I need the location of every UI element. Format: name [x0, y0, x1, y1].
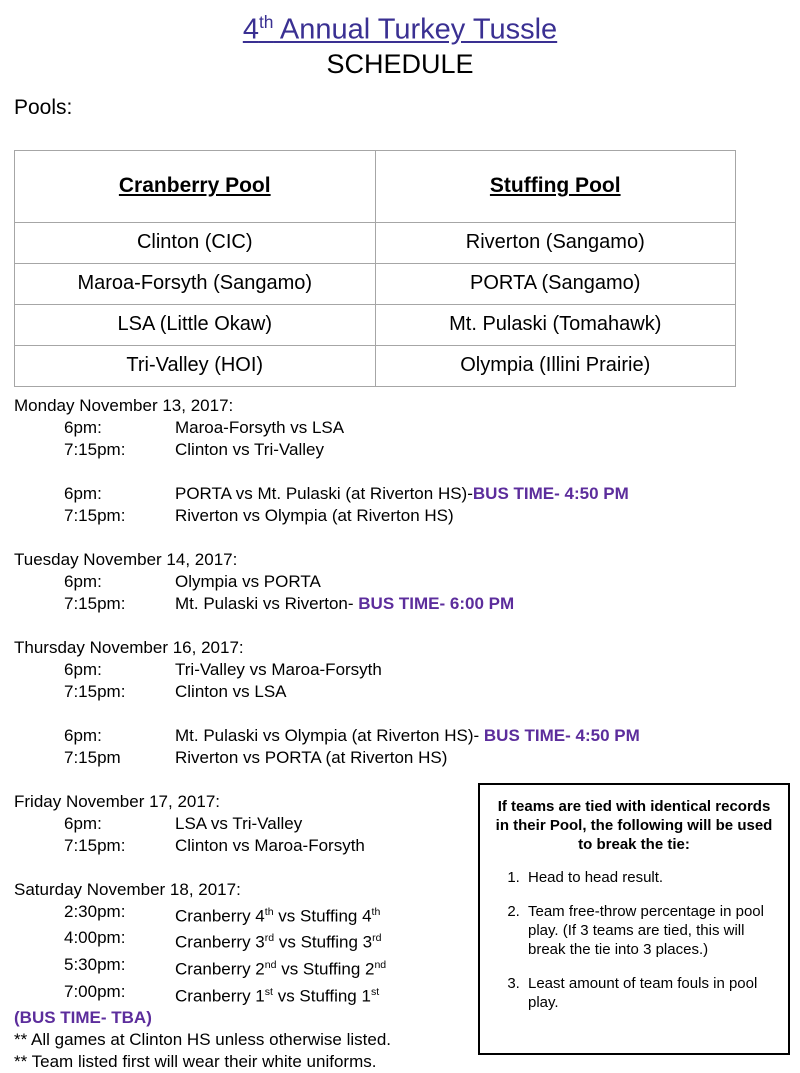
day-header: Friday November 17, 2017:	[14, 791, 220, 811]
game-time: 7:15pm:	[64, 505, 126, 525]
ordinal-suffix: nd	[264, 958, 277, 971]
document-subtitle: SCHEDULE	[326, 48, 474, 79]
game-row	[64, 954, 478, 981]
game-row	[64, 681, 800, 703]
pool-table-header-row	[15, 150, 736, 222]
title-rest: Annual Turkey Tussle	[273, 13, 558, 46]
pool-header-stuffing: Stuffing Pool	[375, 150, 736, 222]
pool-header-cranberry: Cranberry Pool	[15, 150, 376, 222]
table-row	[15, 345, 736, 386]
game-time: 6pm:	[64, 813, 102, 833]
tiebreak-item: 1. Head to head result.	[524, 868, 774, 887]
tiebreak-box	[478, 783, 790, 1055]
pool-team-cell: Mt. Pulaski (Tomahawk)	[375, 304, 736, 345]
game-matchup	[175, 725, 800, 747]
game-time: 6pm:	[64, 417, 102, 437]
bus-time-note: BUS TIME- 4:50 PM	[472, 483, 629, 503]
game-matchup: Olympia vs PORTA	[175, 571, 321, 591]
game-matchup: Maroa-Forsyth vs LSA	[175, 417, 345, 437]
game-row	[64, 725, 800, 747]
tiebreak-list	[494, 868, 774, 1012]
game-row	[64, 439, 800, 461]
ordinal-suffix: nd	[374, 958, 387, 971]
game-matchup: Riverton vs Olympia (at Riverton HS)	[175, 505, 454, 525]
pool-team-cell: Riverton (Sangamo)	[375, 222, 736, 263]
day-block-friday	[0, 791, 478, 857]
matchup-text: Cranberry 3	[175, 932, 265, 952]
game-time: 6pm:	[64, 483, 102, 503]
game-matchup: Riverton vs PORTA (at Riverton HS)	[175, 747, 448, 767]
day-header: Thursday November 16, 2017:	[14, 637, 244, 657]
game-time: 7:15pm:	[64, 593, 126, 613]
matchup-text: Cranberry 2	[175, 959, 265, 979]
game-time: 7:15pm:	[64, 835, 126, 855]
game-time: 7:15pm	[64, 747, 121, 767]
game-row	[64, 505, 800, 527]
footnote-white-uniforms: ** Team listed first will wear their white uniforms.	[14, 1052, 377, 1072]
game-time: 4:00pm:	[64, 928, 126, 948]
game-time: 6pm:	[64, 725, 102, 745]
day-block-monday	[0, 395, 800, 527]
matchup-text: vs Stuffing 3	[274, 932, 373, 952]
title-ordinal-suffix: th	[258, 12, 274, 32]
game-matchup: Tri-Valley vs Maroa-Forsyth	[175, 659, 382, 679]
pool-team-cell: Clinton (CIC)	[15, 222, 376, 263]
game-row	[64, 927, 478, 954]
game-row	[64, 835, 478, 857]
pool-team-cell: PORTA (Sangamo)	[375, 263, 736, 304]
game-time: 7:15pm:	[64, 681, 126, 701]
game-time: 7:00pm:	[64, 981, 126, 1001]
game-matchup	[175, 981, 478, 1008]
day-header: Saturday November 18, 2017:	[14, 879, 241, 899]
game-matchup: Clinton vs Maroa-Forsyth	[175, 835, 365, 855]
title-prefix: 4	[242, 13, 259, 46]
bottom-section	[0, 783, 800, 1073]
matchup-text: vs Stuffing 1	[272, 986, 371, 1006]
game-time: 5:30pm:	[64, 954, 126, 974]
game-matchup	[175, 593, 800, 615]
matchup-text: vs Stuffing 4	[273, 906, 372, 926]
pool-team-cell: Tri-Valley (HOI)	[15, 345, 376, 386]
matchup-text: vs Stuffing 2	[276, 959, 375, 979]
bus-time-note: BUS TIME- 4:50 PM	[483, 725, 640, 745]
ordinal-suffix: rd	[264, 932, 275, 945]
tiebreak-heading: If teams are tied with identical records in their Pool, the following will be used to break the tie:	[495, 797, 773, 853]
game-matchup	[175, 927, 478, 954]
pool-table	[14, 150, 736, 387]
game-row	[64, 593, 800, 615]
bottom-left-column	[0, 783, 478, 1073]
game-row	[64, 659, 800, 681]
day-header: Tuesday November 14, 2017:	[14, 549, 238, 569]
game-time: 7:15pm:	[64, 439, 126, 459]
day-header: Monday November 13, 2017:	[14, 395, 234, 415]
ordinal-suffix: th	[264, 905, 274, 918]
game-row	[64, 981, 478, 1008]
document-title	[0, 12, 800, 47]
tiebreak-item: 3. Least amount of team fouls in pool play.	[524, 974, 774, 1012]
game-matchup	[175, 901, 478, 928]
bus-time-tba-note: (BUS TIME- TBA)	[14, 1008, 152, 1028]
ordinal-suffix: th	[371, 905, 381, 918]
table-row	[15, 304, 736, 345]
table-row	[15, 222, 736, 263]
game-matchup	[175, 483, 800, 505]
matchup-text: Cranberry 4	[175, 906, 265, 926]
game-matchup	[175, 954, 478, 981]
matchup-text: Mt. Pulaski vs Riverton-	[175, 593, 359, 613]
game-row	[64, 483, 800, 505]
tiebreak-item: 2. Team free-throw percentage in pool play. (If 3 teams are tied, this will break the tie into 3 places.)	[524, 902, 774, 959]
game-matchup: Clinton vs Tri-Valley	[175, 439, 324, 459]
ordinal-suffix: st	[264, 985, 273, 998]
game-time: 2:30pm:	[64, 901, 126, 921]
game-row	[64, 571, 800, 593]
pools-label: Pools:	[14, 95, 73, 119]
game-row	[64, 417, 800, 439]
schedule-section	[0, 395, 800, 1073]
game-time: 6pm:	[64, 659, 102, 679]
schedule-document	[0, 12, 800, 1072]
matchup-text: Mt. Pulaski vs Olympia (at Riverton HS)-	[175, 725, 484, 745]
matchup-text: Cranberry 1	[175, 986, 265, 1006]
game-row	[64, 813, 478, 835]
bus-time-note: BUS TIME- 6:00 PM	[358, 593, 515, 613]
pool-team-cell: Maroa-Forsyth (Sangamo)	[15, 263, 376, 304]
day-block-saturday	[0, 879, 478, 1008]
game-row	[64, 747, 800, 769]
ordinal-suffix: st	[370, 985, 380, 998]
game-matchup: LSA vs Tri-Valley	[175, 813, 303, 833]
game-row	[64, 901, 478, 928]
table-row	[15, 263, 736, 304]
day-block-tuesday	[0, 549, 800, 615]
game-matchup: Clinton vs LSA	[175, 681, 287, 701]
pool-team-cell: Olympia (Illini Prairie)	[375, 345, 736, 386]
game-time: 6pm:	[64, 571, 102, 591]
day-block-thursday	[0, 637, 800, 769]
matchup-text: PORTA vs Mt. Pulaski (at Riverton HS)-	[175, 483, 473, 503]
ordinal-suffix: rd	[372, 932, 382, 945]
pool-team-cell: LSA (Little Okaw)	[15, 304, 376, 345]
footnote-all-games: ** All games at Clinton HS unless otherwise listed.	[14, 1030, 392, 1050]
